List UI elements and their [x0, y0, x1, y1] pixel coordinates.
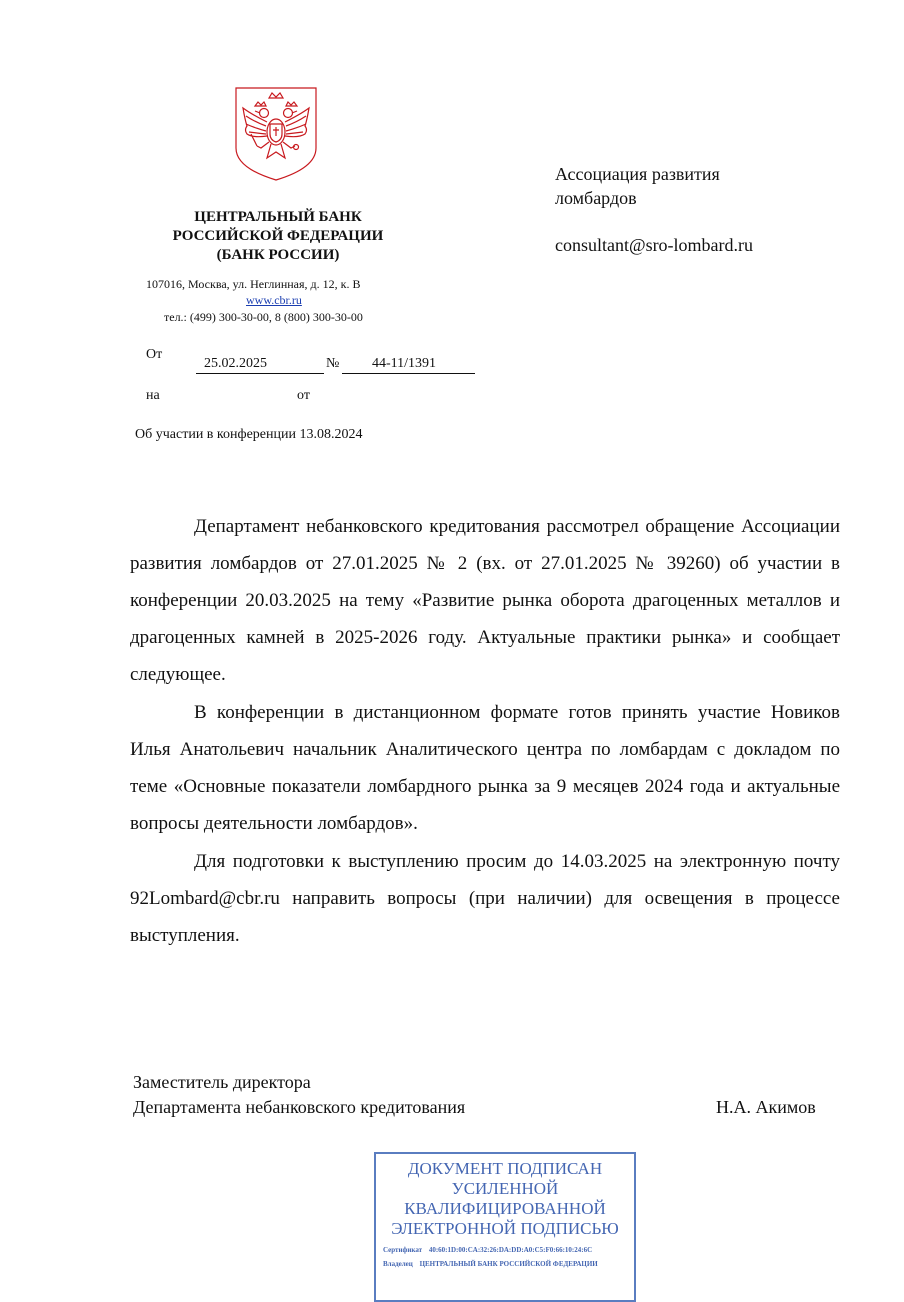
number-underline: [342, 373, 475, 374]
recipient-email: consultant@sro-lombard.ru: [555, 235, 754, 255]
signer-position-line-1: Заместитель директора: [133, 1072, 311, 1092]
bank-address: 107016, Москва, ул. Неглинная, д. 12, к. В: [146, 277, 361, 291]
double-headed-eagle-icon: [233, 86, 319, 182]
stamp-title-line-4: ЭЛЕКТРОННОЙ ПОДПИСЬЮ: [391, 1219, 619, 1238]
stamp-title-line-3: КВАЛИФИЦИРОВАННОЙ: [404, 1199, 606, 1218]
stamp-owner-label: Владелец: [383, 1260, 413, 1268]
stamp-certificate: [383, 1245, 634, 1256]
bank-phones: тел.: (499) 300-30-00, 8 (800) 300-30-00: [164, 310, 363, 324]
signer-name: Н.А. Акимов: [716, 1097, 816, 1117]
number-sign: №: [326, 356, 340, 371]
recipient-name-line-2: ломбардов: [555, 188, 637, 208]
of-label: от: [297, 388, 310, 403]
bank-name-line-2: РОССИЙСКОЙ ФЕДЕРАЦИИ: [172, 228, 384, 244]
body-paragraph-1: Департамент небанковского кредитования рассмотрел обращение Ассоциации развития ломбардов от 27.01.2025 № 2 (вх. от 27.01.2025 № 39260) об участии в конференции 20.03.2025 на тему «Развитие рынка оборота драгоценных металлов и драгоценных камней в 2025-2026 году. Актуальные практики рынка» и сообщает следующее.: [130, 516, 840, 685]
stamp-owner-value: ЦЕНТРАЛЬНЫЙ БАНК РОССИЙСКОЙ ФЕДЕРАЦИИ: [419, 1260, 598, 1268]
bank-name-line-3: (БАНК РОССИИ): [216, 247, 340, 263]
stamp-owner: [383, 1259, 634, 1270]
stamp-certificate-value: 40:60:1D:00:CA:32:26:DA:DD:A0:C5:F0:66:10:24:6C: [428, 1246, 593, 1254]
document-number: 44-11/1391: [372, 356, 437, 371]
from-label: От: [146, 347, 163, 362]
stamp-title-line-2: УСИЛЕННОЙ: [451, 1179, 559, 1198]
letter-body: [130, 508, 840, 955]
body-paragraph-2: В конференции в дистанционном формате готов принять участие Новиков Илья Анатольевич начальник Аналитического центра по ломбардам с докладом по теме «Основные показатели ломбардного рынка за 9 месяцев 2024 года и актуальные вопросы деятельности ломбардов».: [130, 702, 840, 834]
date-underline: [196, 373, 324, 374]
document-subject: Об участии в конференции 13.08.2024: [135, 427, 363, 442]
recipient-name-line-1: Ассоциация развития: [555, 164, 720, 184]
document-date: 25.02.2025: [204, 356, 267, 371]
signer-position-line-2: Департамента небанковского кредитования: [133, 1097, 466, 1117]
stamp-certificate-label: Сертификат: [383, 1246, 423, 1254]
on-label: на: [146, 388, 160, 403]
bank-name-line-1: ЦЕНТРАЛЬНЫЙ БАНК: [194, 209, 362, 225]
body-paragraph-3: Для подготовки к выступлению просим до 14.03.2025 на электронную почту 92Lombard@cbr.ru направить вопросы (при наличии) для освещения в процессе выступления.: [130, 851, 840, 946]
stamp-title-line-1: ДОКУМЕНТ ПОДПИСАН: [407, 1159, 603, 1178]
bank-website-link[interactable]: www.cbr.ru: [246, 293, 302, 307]
